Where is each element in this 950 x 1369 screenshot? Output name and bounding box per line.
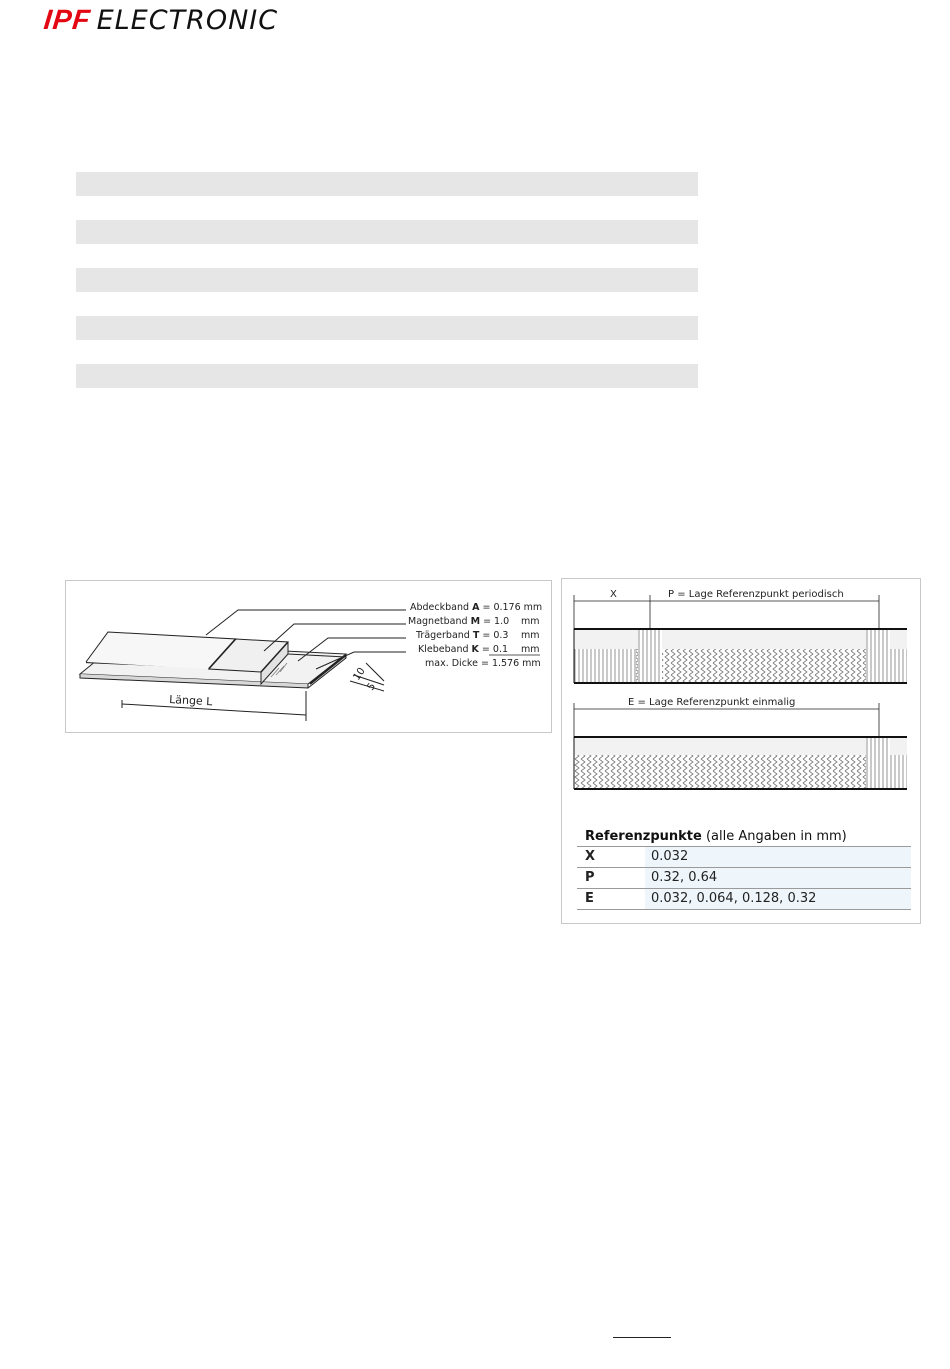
table-row [577,867,911,888]
label-traegerband: Trägerband T = 0.3 mm [416,630,540,641]
label-length: Länge L [168,693,213,709]
ref-value: 0.032, 0.064, 0.128, 0.32 [645,889,911,909]
table-row [76,316,698,340]
label-e: E = Lage Referenzpunkt einmalig [628,697,796,708]
table-row [577,846,911,867]
ref-key: E [577,889,645,909]
ref-key: P [577,868,645,888]
table-row [76,268,698,292]
label-p: P = Lage Referenzpunkt periodisch [668,589,844,600]
company-logo [44,4,278,38]
label-magnetband: Magnetband M = 1.0 mm [408,616,540,627]
label-max-dicke: max. Dicke = 1.576 mm [425,658,541,669]
table-row [577,888,911,910]
label-klebeband: Klebeband K = 0.1 mm [418,644,540,655]
footer-divider [613,1337,671,1338]
table-row [76,220,698,244]
logo-brand: IPF [42,4,93,35]
dim-5: 5 [365,681,379,693]
ref-value: 0.32, 0.64 [645,868,911,888]
label-abdeckband: Abdeckband A = 0.176 mm [410,602,543,613]
reference-table [577,829,911,910]
logo-brand-suffix: ELECTRONIC [96,5,279,36]
ref-value: 0.032 [645,847,911,867]
label-x: X [610,589,617,600]
tape-structure-figure [65,580,552,733]
reference-table-title: Referenzpunkte (alle Angaben in mm) [585,829,847,844]
reference-points-figure [561,578,921,924]
table-row [76,172,698,196]
spec-table [76,172,698,412]
table-row [76,364,698,388]
reference-drawing [562,579,920,809]
dim-10: 10 [351,665,368,683]
tape-drawing [66,581,551,732]
ref-key: X [577,847,645,867]
